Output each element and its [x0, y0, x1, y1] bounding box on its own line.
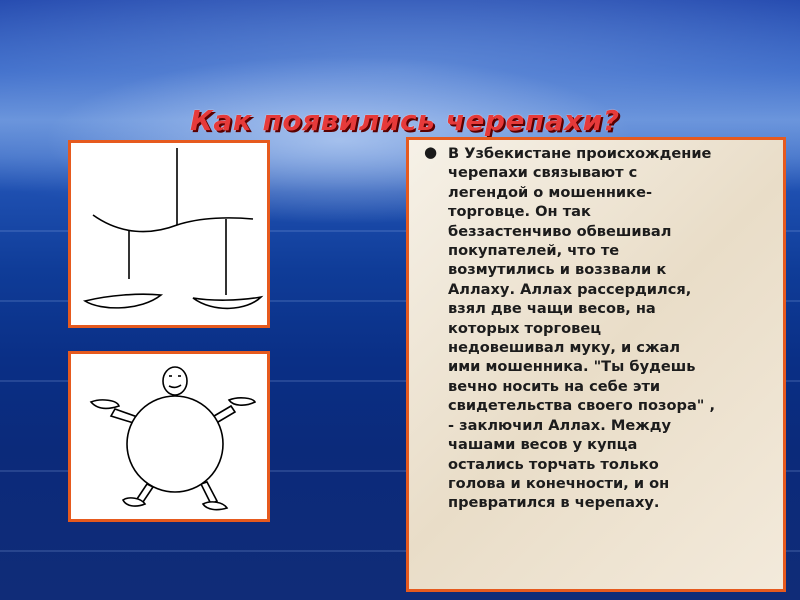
bullet-dot-icon: ● — [424, 143, 438, 161]
merchant-figure-icon — [71, 354, 267, 519]
slide-title: Как появились черепахи? — [190, 104, 620, 137]
merchant-image — [68, 351, 270, 522]
story-text: В Узбекистане происхождение черепахи связывают с легендой о мошеннике- торговце. Он так беззастенчиво обвешивал покупателей, что те возмутились и воззвали к Аллаху. Аллах рассердился, взял две чащи весов, на которых торговец недовешивал муку, и сжал ими мошенника. "Ты будешь вечно носить на себе эти свидетельства своего позора" , - заключил Аллах. Между чашами весов у купца остались торчать только голова и конечности, и он превратился в черепаху. — [448, 145, 716, 512]
scales-image — [68, 140, 270, 328]
scales-icon — [71, 143, 267, 325]
story-text-panel — [406, 137, 786, 592]
